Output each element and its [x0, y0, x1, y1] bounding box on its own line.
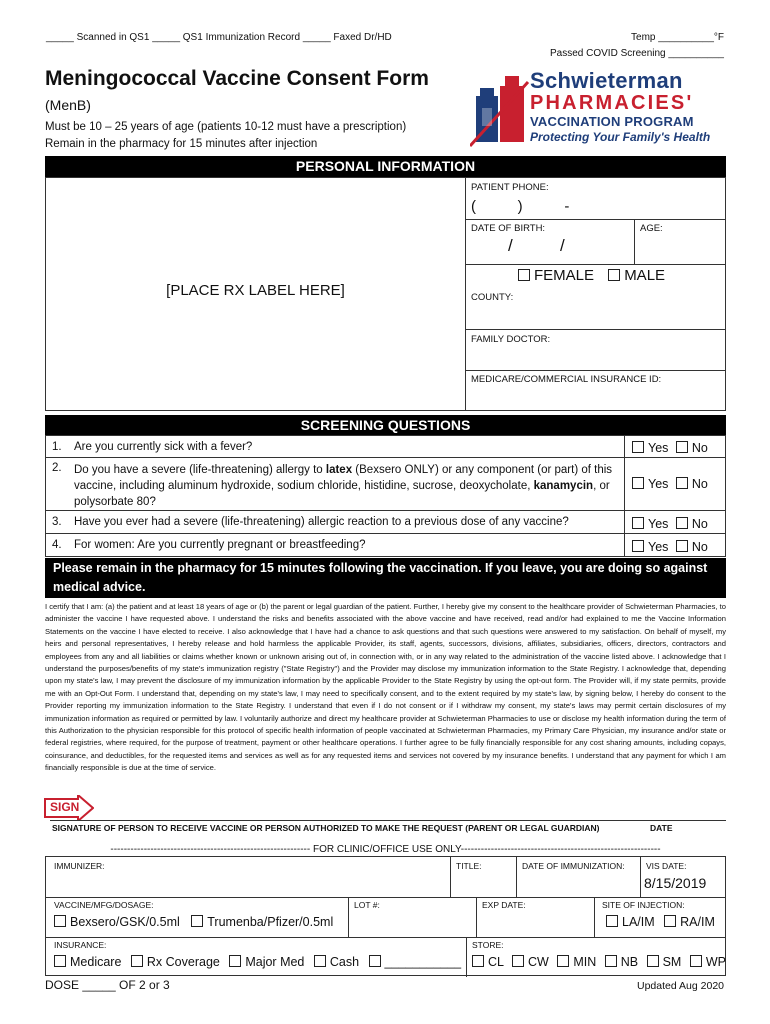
male-option[interactable]: MALE [608, 267, 665, 284]
vis-date-value: 8/15/2019 [644, 875, 707, 891]
age-label: AGE: [640, 223, 663, 234]
logo-line-1: Schwieterman [530, 68, 683, 93]
store-nb-checkbox[interactable] [605, 955, 617, 967]
page-subtitle: (MenB) [45, 97, 91, 113]
processing-checklist: _____ Scanned in QS1 _____ QS1 Immunization Record _____ Faxed Dr/HD [46, 32, 392, 43]
wait-requirement: Remain in the pharmacy for 15 minutes after injection [45, 138, 318, 150]
screening-row-1: 1. Are you currently sick with a fever? Yes No [45, 435, 726, 458]
q4-no-checkbox[interactable] [676, 540, 688, 552]
screening-row-2: 2. Do you have a severe (life-threatening) allergy to latex (Bexsero ONLY) or any component (or part) of this vaccine, including aluminum hydroxide, sodium chloride, histidine, sucrose, deoxycholate, kanamycin, or polysorbate 80? Yes No [45, 457, 726, 511]
lot-label: LOT #: [354, 900, 380, 910]
q1-no-checkbox[interactable] [676, 441, 688, 453]
doctor-label: FAMILY DOCTOR: [471, 334, 551, 345]
store-cw-checkbox[interactable] [512, 955, 524, 967]
insurance-options: Medicare Rx Coverage Major Med Cash ___________ [54, 955, 461, 969]
female-checkbox[interactable] [518, 269, 530, 281]
question-2: Do you have a severe (life-threatening) allergy to latex (Bexsero ONLY) or any component (or part) of this vaccine, including aluminum hydroxide, sodium chloride, histidine, sucrose, deoxycholate, kanamycin, or polysorbate 80? [74, 464, 613, 508]
q3-yes-checkbox[interactable] [632, 517, 644, 529]
question-3: Have you ever had a severe (life-threatening) allergic reaction to a previous dose of any vaccine? [74, 516, 569, 528]
remain-notice: Please remain in the pharmacy for 15 minutes following the vaccination. If you leave, you are doing so against medical advice. [45, 558, 726, 598]
cash-checkbox[interactable] [314, 955, 326, 967]
vis-date-label: VIS DATE: [646, 861, 687, 871]
rx-label-area[interactable] [45, 177, 466, 411]
signature-line[interactable] [50, 820, 726, 821]
store-min-checkbox[interactable] [557, 955, 569, 967]
store-wp-checkbox[interactable] [690, 955, 702, 967]
clinic-use-box [45, 856, 726, 976]
sign-tag: SIGN [44, 795, 94, 826]
date-of-immunization-label: DATE OF IMMUNIZATION: [522, 861, 625, 871]
insurance-id-label: MEDICARE/COMMERCIAL INSURANCE ID: [471, 374, 662, 385]
bexsero-checkbox[interactable] [54, 915, 66, 927]
date-label: DATE [650, 823, 673, 833]
male-checkbox[interactable] [608, 269, 620, 281]
gender-options [518, 267, 665, 284]
phone-label: PATIENT PHONE: [471, 182, 549, 193]
updated-date: Updated Aug 2020 [637, 980, 724, 992]
age-requirement: Must be 10 – 25 years of age (patients 10-12 must have a prescription) [45, 121, 407, 133]
immunizer-label: IMMUNIZER: [54, 861, 105, 871]
store-options: CL CW MIN NB SM WP [472, 955, 726, 969]
covid-screening-field[interactable]: Passed COVID Screening __________ [549, 48, 724, 59]
dob-label: DATE OF BIRTH: [471, 223, 546, 234]
q2-no-checkbox[interactable] [676, 477, 688, 489]
trumenba-checkbox[interactable] [191, 915, 203, 927]
vaccine-options: Bexsero/GSK/0.5ml Trumenba/Pfizer/0.5ml [54, 915, 333, 929]
clinic-divider: ------------------------------------------------------------ FOR CLINIC/OFFICE USE ONLY------------------------------------------------------------ [110, 844, 661, 855]
insurance-label: INSURANCE: [54, 940, 107, 950]
screening-header: SCREENING QUESTIONS [45, 415, 726, 435]
rx-coverage-checkbox[interactable] [131, 955, 143, 967]
other-insurance-checkbox[interactable] [369, 955, 381, 967]
store-label: STORE: [472, 940, 504, 950]
site-of-injection-label: SITE OF INJECTION: [602, 900, 685, 910]
signature-label: SIGNATURE OF PERSON TO RECEIVE VACCINE OR PERSON AUTHORIZED TO MAKE THE REQUEST (PARENT OR LEGAL GUARDIAN) [52, 823, 600, 833]
question-1: Are you currently sick with a fever? [74, 441, 253, 453]
major-med-checkbox[interactable] [229, 955, 241, 967]
ra-im-checkbox[interactable] [664, 915, 676, 927]
q4-yes-checkbox[interactable] [632, 540, 644, 552]
exp-date-label: EXP DATE: [482, 900, 526, 910]
screening-row-3: 3. Have you ever had a severe (life-threatening) allergic reaction to a previous dose of any vaccine? Yes No [45, 510, 726, 534]
rx-label-placeholder: [PLACE RX LABEL HERE] [166, 282, 345, 299]
dob-input[interactable]: / / [508, 236, 565, 255]
screening-row-4: 4. For women: Are you currently pregnant or breastfeeding? Yes No [45, 533, 726, 557]
consent-text: I certify that I am: (a) the patient and at least 18 years of age or (b) the parent or legal guardian of the patient. Further, I hereby give my consent to the healthcare provider of Schwieterman Pharmacies, to administer the vaccine I have requested above. I understand the risks and benefits associated with the above vaccine and have received, read and/or had explained to me the Vaccine Information Statements on the vaccine I have elected to receive. I also acknowledge that I have had a chance to ask questions and that such questions were answered to my satisfaction. On behalf of myself, my heirs and personal representatives, I hereby release and hold harmless the applicable Provider, its staff, agents, successors, divisions, affiliates, subsidiaries, officers, directors, contractors and employees from any and all liabilities or claims whether known or unknown arising out of, in connection with, or in any way related to the administration of the vaccine listed above. I acknowledge that I understand the purposes/benefits of my state's immunization registry ("State Registry") and the Provider may disclose my immunization information to the State Registry. I acknowledge that, depending upon my state's law, I may prevent the disclosure of my immunization information by the applicable Provider to the State Registry by using the opt-out form. The Provider will, if my state permits, provide me with an Opt-Out Form. I understand that, depending on my state's law, I may need to specifically consent, and to the extent required by my state's law, by signing below, I hereby do consent to the Provider reporting my immunization information to the State Registry. I understand that even if I do not consent or if I withdraw my consent, my state's laws may permit certain disclosures of my immunization information as required or permitted by law. I voluntarily authorize and direct my healthcare provider at Schwieterman Pharmacies to use or disclose my health information during the term of this Authorization to the physician responsible for this protocol of specific health information of people vaccinated at Schwieterman Pharmacies, my Primary Care Physician, my insurance and/or state or federal registries, where required, for the purpose of treatment, payment or other healthcare operations. I further agree to be fully financially responsible for any cost sharing amounts, including copays, coinsurance, and deductibles, for the requested items and services as well as for any requested items and services not covered by my insurance benefits. I understand that any payment for which I am financially responsible is due at the time of service. [45, 602, 726, 773]
question-4: For women: Are you currently pregnant or breastfeeding? [74, 539, 366, 551]
q1-yes-checkbox[interactable] [632, 441, 644, 453]
store-cl-checkbox[interactable] [472, 955, 484, 967]
vaccine-label: VACCINE/MFG/DOSAGE: [54, 900, 154, 910]
vaccine-vial-icon [470, 68, 532, 148]
la-im-checkbox[interactable] [606, 915, 618, 927]
logo-line-3: VACCINATION PROGRAM [530, 114, 694, 129]
temperature-field[interactable]: Temp __________°F [631, 32, 724, 43]
county-label: COUNTY: [471, 292, 514, 303]
personal-info-header: PERSONAL INFORMATION [45, 156, 726, 177]
q3-no-checkbox[interactable] [676, 517, 688, 529]
logo-line-2: PHARMACIES' [530, 92, 694, 114]
store-sm-checkbox[interactable] [647, 955, 659, 967]
pharmacy-logo [470, 64, 726, 152]
page-title: Meningococcal Vaccine Consent Form [45, 67, 429, 90]
personal-fields-panel [465, 177, 726, 411]
dose-field[interactable]: DOSE _____ OF 2 or 3 [45, 978, 170, 992]
title-label: TITLE: [456, 861, 482, 871]
q2-yes-checkbox[interactable] [632, 477, 644, 489]
logo-tagline: Protecting Your Family's Health [530, 130, 711, 144]
female-option[interactable]: FEMALE [518, 267, 594, 284]
phone-input[interactable]: ( ) - [471, 198, 570, 215]
site-options: LA/IM RA/IM [606, 915, 715, 929]
medicare-checkbox[interactable] [54, 955, 66, 967]
